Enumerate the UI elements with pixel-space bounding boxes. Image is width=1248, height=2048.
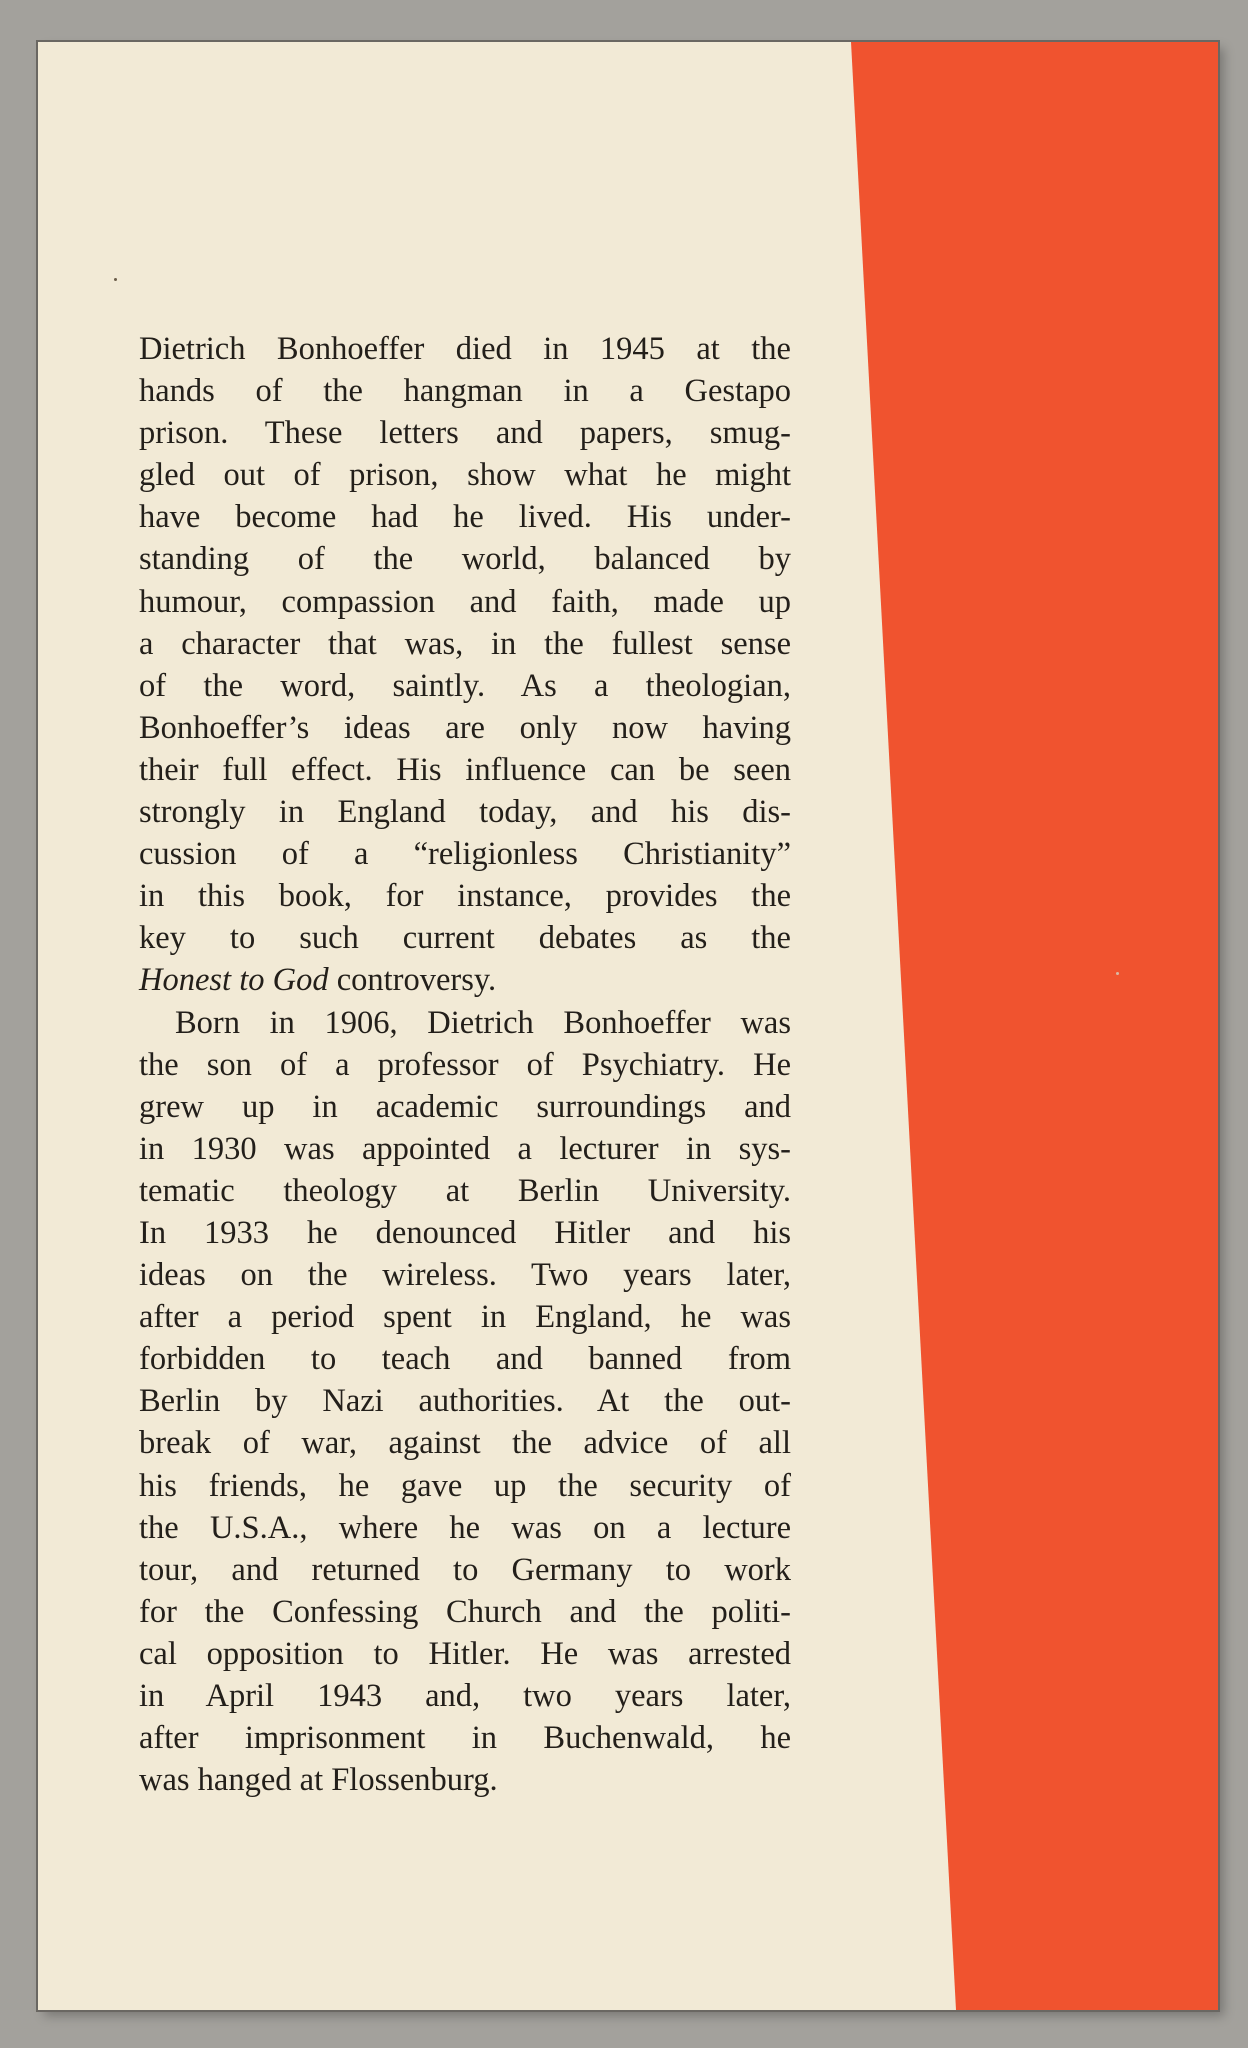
blurb-line: [139, 959, 791, 1001]
blurb-line: of the word, saintly. As a theologian,: [139, 667, 791, 704]
blurb-line: in 1930 was appointed a lecturer in sys-: [139, 1130, 791, 1167]
blurb-line: break of war, against the advice of all: [139, 1425, 791, 1462]
blurb-line: Berlin by Nazi authorities. At the out-: [139, 1383, 791, 1420]
blurb-line: Born in 1906, Dietrich Bonhoeffer was: [175, 1004, 791, 1041]
blurb-line: hands of the hangman in a Gestapo: [139, 373, 791, 410]
blurb-paragraph-1: [139, 328, 791, 1002]
book-title-reference: Honest to God: [139, 962, 329, 999]
blurb-line: gled out of prison, show what he might: [139, 457, 791, 494]
back-cover-blurb: [139, 328, 791, 1801]
blurb-line: was hanged at Flossenburg.: [139, 1762, 498, 1799]
blurb-line: in this book, for instance, provides the: [139, 878, 791, 915]
blurb-line: after a period spent in England, he was: [139, 1299, 791, 1336]
book-back-cover: [38, 42, 1218, 2010]
blurb-line: tematic theology at Berlin University.: [139, 1172, 791, 1209]
blurb-line: key to such current debates as the: [139, 920, 791, 957]
blurb-line: humour, compassion and faith, made up: [139, 583, 791, 620]
blurb-line: grew up in academic surroundings and: [139, 1088, 791, 1125]
blurb-line: standing of the world, balanced by: [139, 541, 791, 578]
blurb-line: Bonhoeffer’s ideas are only now having: [139, 709, 791, 746]
blurb-line: the U.S.A., where he was on a lecture: [139, 1509, 791, 1546]
blurb-line: after imprisonment in Buchenwald, he: [139, 1720, 791, 1757]
blurb-line: cal opposition to Hitler. He was arrested: [139, 1635, 791, 1672]
blurb-line: prison. These letters and papers, smug-: [139, 415, 791, 452]
blurb-line: his friends, he gave up the security of: [139, 1467, 791, 1504]
blurb-line: have become had he lived. His under-: [139, 499, 791, 536]
paper-speck: [1116, 972, 1119, 975]
paper-speck: [114, 278, 117, 281]
blurb-paragraph-2: [139, 1002, 791, 1802]
blurb-line: the son of a professor of Psychiatry. He: [139, 1046, 791, 1083]
blurb-line: for the Confessing Church and the politi-: [139, 1593, 791, 1630]
blurb-line: strongly in England today, and his dis-: [139, 794, 791, 831]
blurb-line: ideas on the wireless. Two years later,: [139, 1257, 791, 1294]
blurb-line: In 1933 he denounced Hitler and his: [139, 1214, 791, 1251]
blurb-line: Dietrich Bonhoeffer died in 1945 at the: [139, 331, 791, 367]
blurb-line: tour, and returned to Germany to work: [139, 1551, 791, 1588]
blurb-line: cussion of a “religionless Christianity”: [139, 836, 791, 873]
blurb-line: a character that was, in the fullest sense: [139, 625, 791, 662]
blurb-line: in April 1943 and, two years later,: [139, 1678, 791, 1714]
blurb-line: forbidden to teach and banned from: [139, 1341, 791, 1378]
blurb-line: their full effect. His influence can be seen: [139, 751, 791, 788]
blurb-line-text: controversy.: [328, 962, 497, 999]
